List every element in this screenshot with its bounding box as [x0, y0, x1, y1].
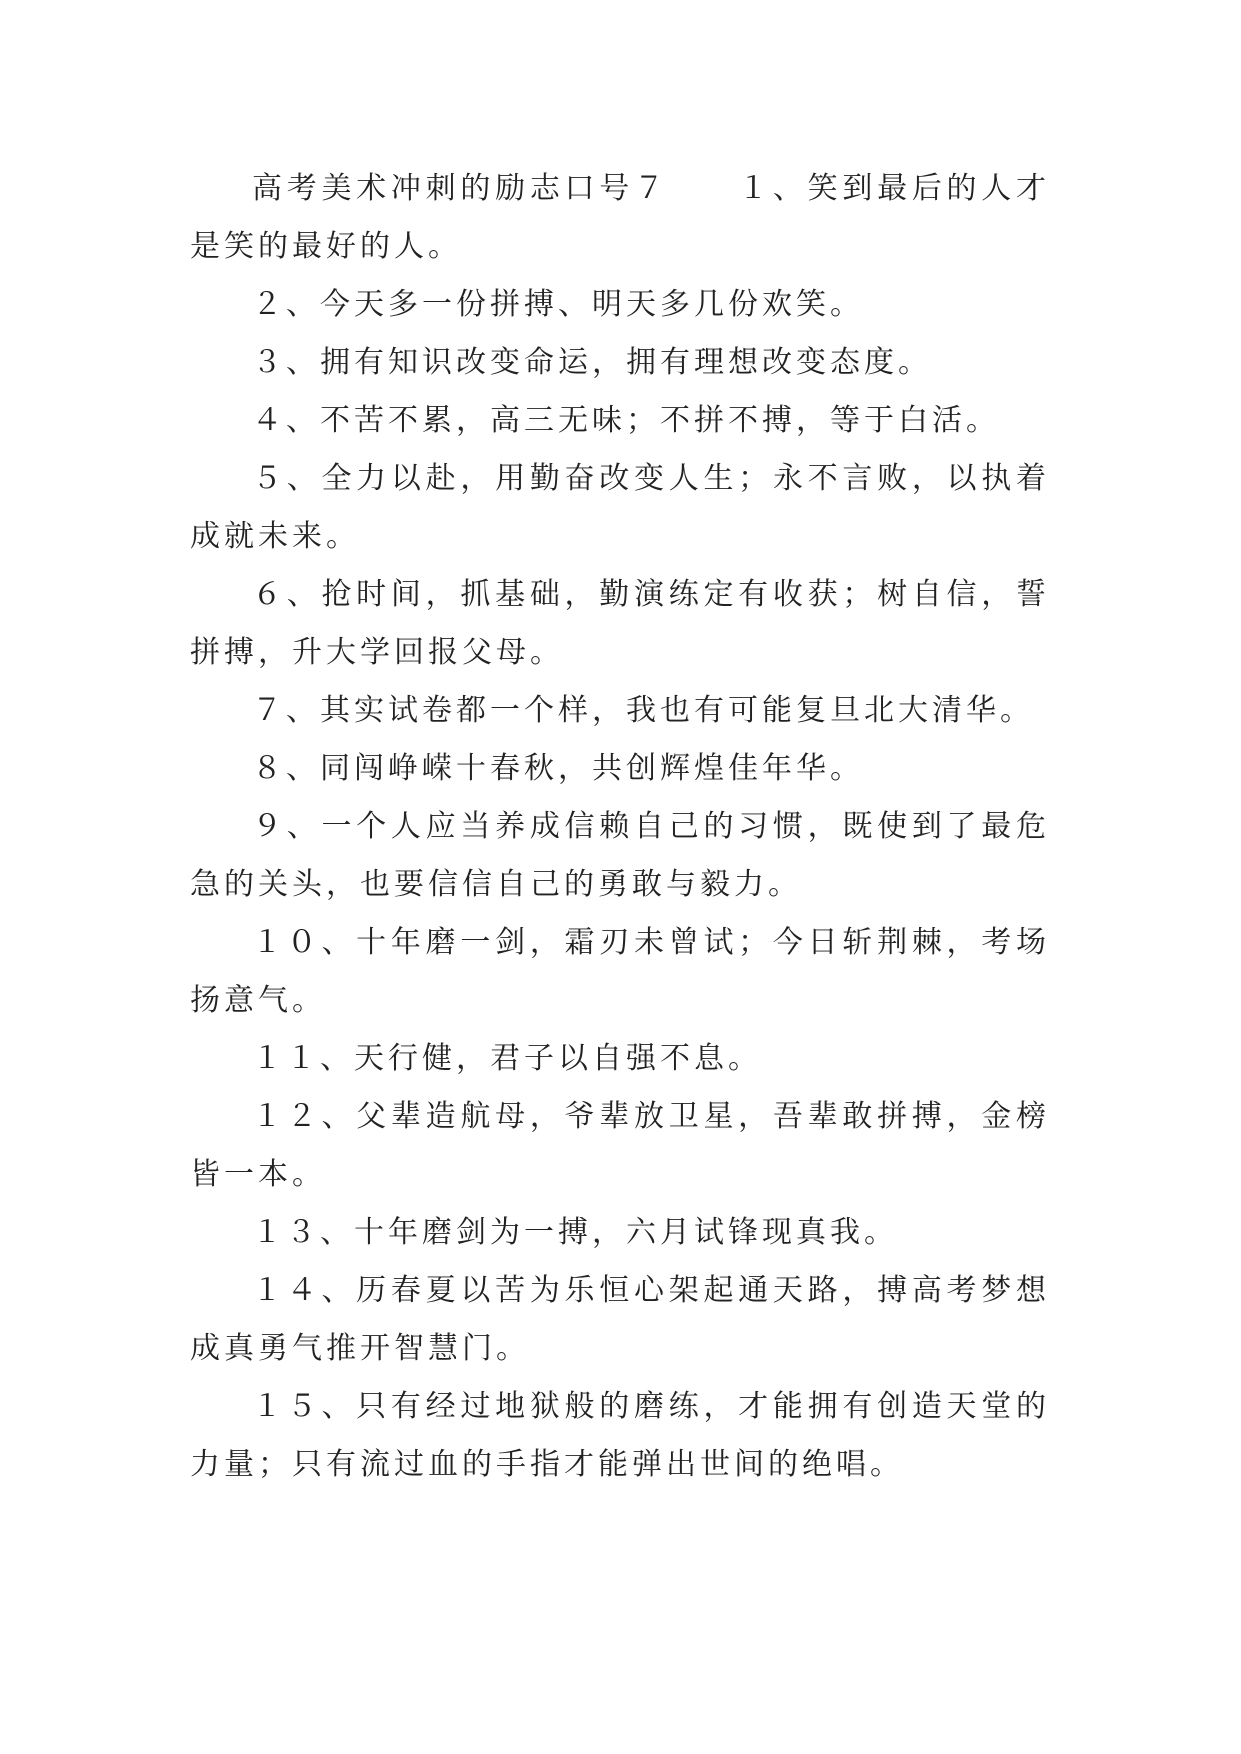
slogan-paragraph: １５、只有经过地狱般的磨练，才能拥有创造天堂的力量；只有流过血的手指才能弹出世间的绝唱。	[190, 1389, 1050, 1482]
slogan-paragraph: １０、十年磨一剑，霜刃未曾试；今日斩荆棘，考场扬意气。	[190, 925, 1050, 1018]
slogan-paragraph: ６、抢时间，抓基础，勤演练定有收获；树自信，誓拼搏，升大学回报父母。	[190, 577, 1050, 670]
slogan-paragraph: ９、一个人应当养成信赖自己的习惯，既使到了最危急的关头，也要信信自己的勇敢与毅力。	[190, 809, 1050, 902]
slogan-paragraph: ７、其实试卷都一个样，我也有可能复旦北大清华。	[252, 693, 1034, 728]
slogan-paragraph: 高考美术冲刺的励志口号７ １、笑到最后的人才是笑的最好的人。	[190, 171, 1050, 264]
slogan-paragraph: １４、历春夏以苦为乐恒心架起通天路，搏高考梦想成真勇气推开智慧门。	[190, 1273, 1050, 1366]
slogan-paragraph: ４、不苦不累，高三无味；不拼不搏，等于白活。	[252, 403, 1000, 438]
slogan-paragraph: ３、拥有知识改变命运，拥有理想改变态度。	[252, 345, 932, 380]
slogan-paragraph: １１、天行健，君子以自强不息。	[252, 1041, 762, 1076]
slogan-paragraph: １３、十年磨剑为一搏，六月试锋现真我。	[252, 1215, 898, 1250]
slogan-paragraph: １２、父辈造航母，爷辈放卫星，吾辈敢拼搏，金榜皆一本。	[190, 1099, 1050, 1192]
document-body	[190, 160, 1050, 1494]
slogan-paragraph: ２、今天多一份拼搏、明天多几份欢笑。	[252, 287, 864, 322]
slogan-paragraph: ５、全力以赴，用勤奋改变人生；永不言败，以执着成就未来。	[190, 461, 1050, 554]
slogan-paragraph: ８、同闯峥嵘十春秋，共创辉煌佳年华。	[252, 751, 864, 786]
